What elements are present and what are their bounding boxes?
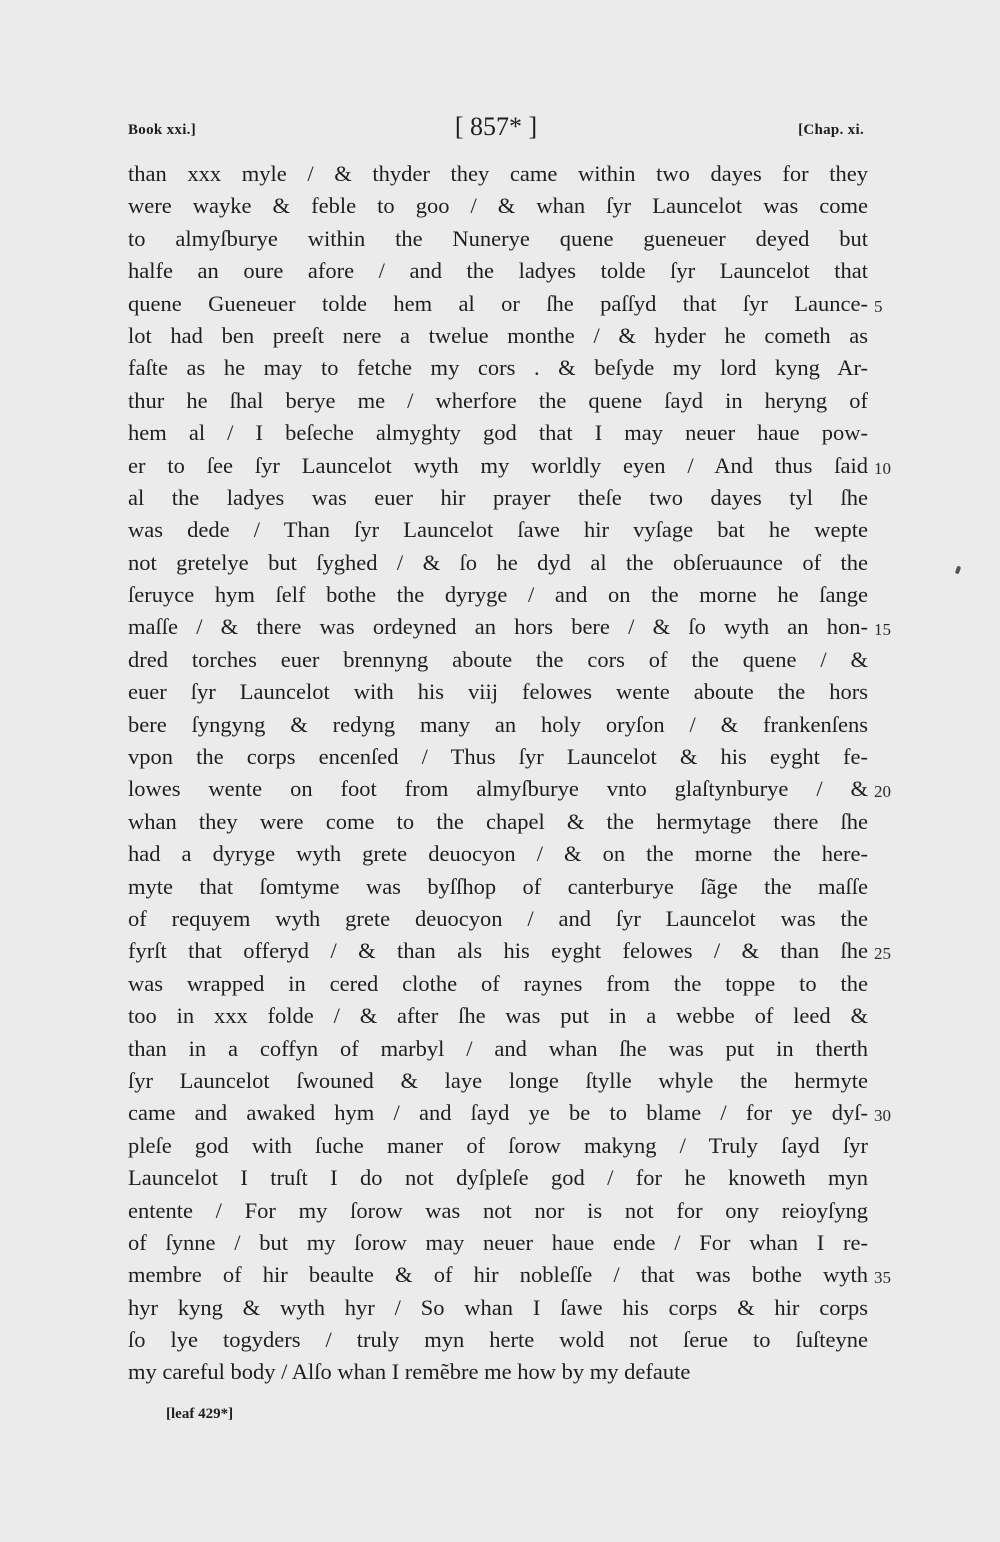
line-text: thur he ſhal berye me / wherfore the quene ſayd in heryng of <box>128 387 868 413</box>
line-text: al the ladyes was euer hir prayer theſe two dayes tyl ſhe <box>128 484 868 510</box>
line-text: of requyem wyth grete deuocyon / and ſyr Launcelot was the <box>128 905 868 931</box>
line-text: ſyr Launcelot ſwouned & laye longe ſtylle whyle the hermyte <box>128 1067 868 1093</box>
text-line <box>128 676 868 708</box>
line-text: was wrapped in cered clothe of raynes from the toppe to the <box>128 970 868 996</box>
line-text: not gretelye but ſyghed / & ſo he dyd al the obſeruaunce of the <box>128 549 868 575</box>
line-text: er to ſee ſyr Launcelot wyth my worldly eyen / And thus ſaid <box>128 452 868 478</box>
line-text: lowes wente on foot from almyſburye vnto glaſtynburye / & <box>128 776 868 802</box>
line-number: 5 <box>874 296 883 316</box>
text-line <box>128 320 868 352</box>
text-line <box>128 644 868 676</box>
text-line <box>128 1227 868 1259</box>
chapter-heading: [Chap. xi. <box>798 122 864 138</box>
text-line <box>128 968 868 1000</box>
line-text: lot had ben preeſt nere a twelue monthe / & hyder he cometh as <box>128 322 868 348</box>
book-number-heading: Book xxi.] <box>128 122 197 138</box>
text-line <box>128 482 868 514</box>
text-line <box>128 385 868 417</box>
line-text: halfe an oure afore / and the ladyes tolde ſyr Launcelot that <box>128 258 868 284</box>
line-text: dred torches euer brennyng aboute the cors of the quene / & <box>128 646 868 672</box>
line-text: too in xxx folde / & after ſhe was put in a webbe of leed & <box>128 1003 868 1029</box>
line-text: of ſynne / but my ſorow may neuer haue ende / For whan I re- <box>128 1229 868 1255</box>
line-text: quene Gueneuer tolde hem al or ſhe paſſyd that ſyr Launce- <box>128 290 868 316</box>
line-text: pleſe god with ſuche maner of ſorow makyng / Truly ſayd ſyr <box>128 1132 868 1158</box>
line-text: maſſe / & there was ordeyned an hors bere / & ſo wyth an hon- <box>128 614 868 640</box>
page-number: [ 857* ] <box>454 112 538 141</box>
line-text: whan they were come to the chapel & the hermytage there ſhe <box>128 808 868 834</box>
text-line <box>128 838 868 870</box>
line-text: vpon the corps encenſed / Thus ſyr Launcelot & his eyght fe- <box>128 744 868 770</box>
text-line <box>128 1259 891 1291</box>
line-text: hem al / I beſeche almyghty god that I may neuer haue pow- <box>128 420 868 446</box>
running-header <box>128 112 864 148</box>
line-number: 30 <box>874 1106 891 1126</box>
text-line <box>128 903 868 935</box>
text-line <box>128 1065 868 1097</box>
body-text <box>128 158 891 1389</box>
line-text: to almyſburye within the Nunerye quene gueneuer deyed but <box>128 225 868 251</box>
paper-speck <box>955 566 961 575</box>
text-line <box>128 547 868 579</box>
text-line <box>128 255 868 287</box>
line-text: hyr kyng & wyth hyr / So whan I ſawe his corps & hir corps <box>128 1294 868 1320</box>
text-line <box>128 1097 891 1129</box>
line-text: came and awaked hym / and ſayd ye be to blame / for ye dyſ- <box>128 1100 868 1126</box>
text-line <box>128 709 868 741</box>
line-text: Launcelot I truſt I do not dyſpleſe god / for he knoweth myn <box>128 1165 868 1191</box>
line-text: were wayke & feble to goo / & whan ſyr Launcelot was come <box>128 193 868 219</box>
text-line <box>128 352 868 384</box>
text-line <box>128 1324 868 1356</box>
line-text: than xxx myle / & thyder they came within two dayes for they <box>128 161 868 186</box>
text-line <box>128 1292 868 1324</box>
line-text: fyrſt that offeryd / & than als his eyght felowes / & than ſhe <box>128 938 868 964</box>
line-text: membre of hir beaulte & of hir nobleſſe / that was bothe wyth <box>128 1262 868 1288</box>
text-line <box>128 514 868 546</box>
text-line <box>128 158 868 190</box>
text-line <box>128 935 891 967</box>
line-number: 10 <box>874 458 891 478</box>
text-line <box>128 1162 868 1194</box>
line-text: my careful body / Alſo whan I remẽbre me how by my defaute <box>128 1359 691 1385</box>
text-line <box>128 1000 868 1032</box>
line-text: was dede / Than ſyr Launcelot ſawe hir vyſage bat he wepte <box>128 517 868 543</box>
line-number: 15 <box>874 620 891 640</box>
line-text: ſeruyce hym ſelf bothe the dyryge / and on the morne he ſange <box>128 582 868 608</box>
line-text: than in a coffyn of marbyl / and whan ſhe was put in therth <box>128 1035 868 1061</box>
text-line <box>128 871 868 903</box>
text-line <box>128 190 868 222</box>
text-line <box>128 806 868 838</box>
line-text: ſo lye togyders / truly myn herte wold not ſerue to ſuſteyne <box>128 1327 868 1353</box>
text-line <box>128 223 868 255</box>
text-line <box>128 1033 868 1065</box>
text-line <box>128 611 891 643</box>
text-line <box>128 288 883 320</box>
text-line <box>128 450 891 482</box>
text-line <box>128 579 868 611</box>
text-line <box>128 741 868 773</box>
text-line <box>128 417 868 449</box>
line-number: 35 <box>874 1268 891 1288</box>
line-text: bere ſyngyng & redyng many an holy oryſon / & frankenſens <box>128 711 868 737</box>
line-number: 25 <box>874 944 891 964</box>
line-text: entente / For my ſorow was not nor is not for ony reioyſyng <box>128 1197 868 1223</box>
line-text: had a dyryge wyth grete deuocyon / & on the morne the here- <box>128 841 868 867</box>
text-line <box>128 1195 868 1227</box>
line-number: 20 <box>874 782 891 802</box>
line-text: myte that ſomtyme was byſſhop of canterburye ſãge the maſſe <box>128 873 868 899</box>
text-line <box>128 773 891 805</box>
line-text: euer ſyr Launcelot with his viij felowes wente aboute the hors <box>128 679 868 705</box>
text-line <box>128 1130 868 1162</box>
line-text: faſte as he may to fetche my cors . & beſyde my lord kyng Ar- <box>128 355 868 381</box>
leaf-note: [leaf 429*] <box>166 1406 234 1422</box>
text-line <box>128 1356 868 1388</box>
